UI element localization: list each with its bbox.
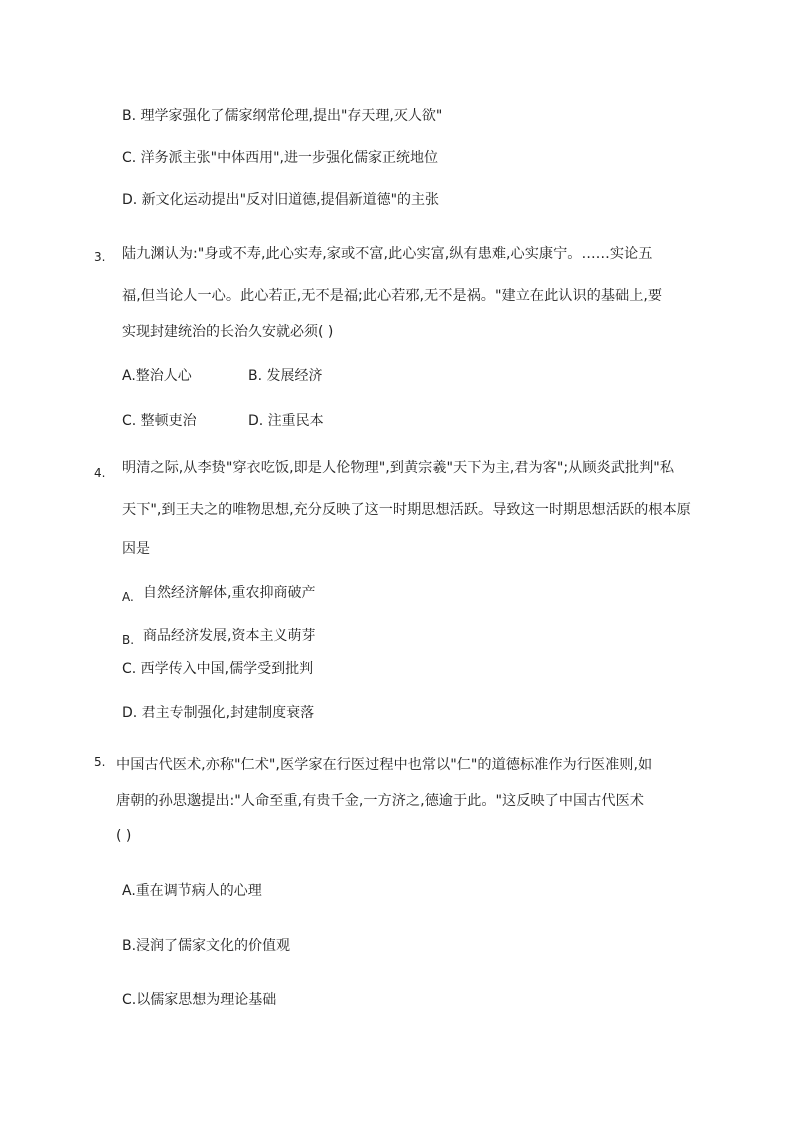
q2-option-b: B. 理学家强化了儒家纲常伦理,提出"存天理,灭人欲" [122, 108, 443, 124]
q5-stem-line2: 唐朝的孙思邈提出:"人命至重,有贵千金,一方济之,德逾于此。"这反映了中国古代医术 [116, 793, 644, 809]
q3-option-a: A.整治人心 [122, 368, 192, 384]
q3-option-d: D. 注重民本 [248, 413, 324, 429]
q4-option-b-letter: B. [122, 633, 135, 647]
q5-option-c: C.以儒家思想为理论基础 [122, 992, 277, 1008]
q3-stem-line3: 实现封建统治的长治久安就必须( ) [122, 324, 334, 340]
q3-stem-line1: 陆九渊认为:"身或不寿,此心实寿,家或不富,此心实富,纵有患难,心实康宁。……实论五 [122, 246, 653, 262]
q5-stem-line1: 中国古代医术,亦称"仁术",医学家在行医过程中也常以"仁"的道德标准作为行医准则,如 [116, 757, 653, 773]
q4-stem-line3: 因是 [122, 541, 150, 557]
q3-stem-line2: 福,但当论人一心。此心若正,无不是福;此心若邪,无不是祸。"建立在此认识的基础上,要 [122, 288, 663, 304]
q5-number: 5. [94, 755, 106, 769]
q4-stem-line2: 天下",到王夫之的唯物思想,充分反映了这一时期思想活跃。导致这一时期思想活跃的根本原 [122, 502, 691, 518]
q5-option-b: B.浸润了儒家文化的价值观 [122, 938, 291, 954]
q3-option-c: C. 整顿吏治 [122, 413, 197, 429]
q2-option-c: C. 洋务派主张"中体西用",进一步强化儒家正统地位 [122, 150, 439, 166]
q4-option-c: C. 西学传入中国,儒学受到批判 [122, 661, 314, 677]
q4-option-b: 商品经济发展,资本主义萌芽 [143, 628, 316, 644]
q3-number: 3. [94, 250, 106, 264]
q3-option-b: B. 发展经济 [248, 368, 323, 384]
q4-option-a-letter: A. [122, 590, 134, 604]
q4-option-d: D. 君主专制强化,封建制度衰落 [122, 705, 315, 721]
q5-stem-line3: ( ) [116, 828, 132, 844]
q2-option-d: D. 新文化运动提出"反对旧道德,提倡新道德"的主张 [122, 192, 440, 208]
q4-stem-line1: 明清之际,从李贽"穿衣吃饭,即是人伦物理",到黄宗羲"天下为主,君为客";从顾炎武批判"私 [122, 460, 675, 476]
q4-number: 4. [94, 466, 106, 480]
q4-option-a: 自然经济解体,重农抑商破产 [143, 585, 316, 601]
q5-option-a: A.重在调节病人的心理 [122, 883, 262, 899]
